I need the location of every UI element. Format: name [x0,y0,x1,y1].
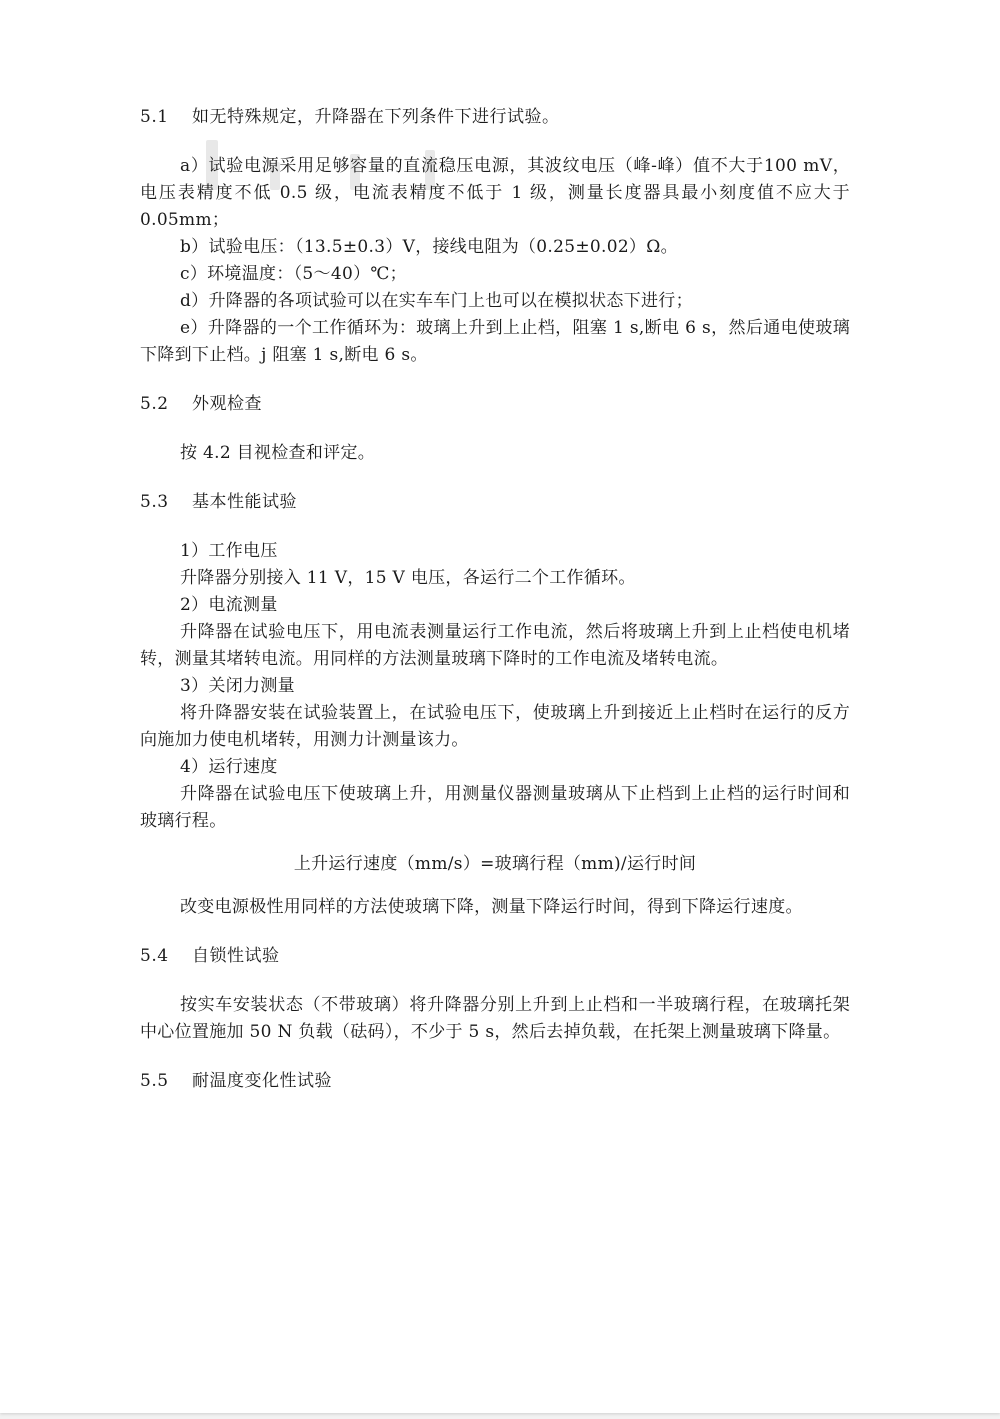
speed-formula: 上升运行速度（mm/s）=玻璃行程（mm)/运行时间 [293,854,697,874]
section-title: 基本性能试验 [192,492,297,512]
item-2-title: 2）电流测量 [180,595,278,615]
section-5-3-heading [140,489,850,516]
document-body [140,104,850,1095]
condition-b: b）试验电压：（13.5±0.3）V，接线电阻为（0.25±0.02）Ω。 [180,237,678,257]
section-5-4-heading [140,943,850,970]
condition-e: e）升降器的一个工作循环为：玻璃上升到上止档，阻塞 1 s,断电 6 s，然后通电使玻璃下降到下止档。j 阻塞 1 s,断电 6 s。 [140,318,850,365]
item-2-body: 升降器在试验电压下，用电流表测量运行工作电流，然后将玻璃上升到上止档使电机堵转，测量其堵转电流。用同样的方法测量玻璃下降时的工作电流及堵转电流。 [140,622,850,669]
section-number: 5.3 [140,492,169,512]
section-number: 5.5 [140,1071,169,1091]
section-title: 如无特殊规定，升降器在下列条件下进行试验。 [192,107,560,127]
section-5-5-heading [140,1068,850,1095]
section-number: 5.1 [140,107,169,127]
item-1-title: 1）工作电压 [180,541,278,561]
item-4-body: 升降器在试验电压下使玻璃上升，用测量仪器测量玻璃从下止档到上止档的运行时间和玻璃行程。 [140,784,850,831]
section-title: 自锁性试验 [192,946,280,966]
section-number: 5.2 [140,394,169,414]
item-1-body: 升降器分别接入 11 V，15 V 电压，各运行二个工作循环。 [180,568,636,588]
section-5-2-heading [140,391,850,418]
condition-a: a）试验电源采用足够容量的直流稳压电源，其波纹电压（峰-峰）值不大于100 mV，电压表精度不低 0.5 级，电流表精度不低于 1 级，测量长度器具最小刻度值不应大于 0.05mm； [140,156,850,230]
item-3-body: 将升降器安装在试验装置上，在试验电压下，使玻璃上升到接近上止档时在运行的反方向施加力使电机堵转，用测力计测量该力。 [140,703,850,750]
condition-c: c）环境温度：（5～40）℃； [180,264,407,284]
section-5-1-heading [140,104,850,131]
section-number: 5.4 [140,946,169,966]
condition-d: d）升降器的各项试验可以在实车车门上也可以在模拟状态下进行； [180,291,693,311]
item-3-title: 3）关闭力测量 [180,676,295,696]
section-5-4-body: 按实车安装状态（不带玻璃）将升降器分别上升到上止档和一半玻璃行程，在玻璃托架中心位置施加 50 N 负载（砝码），不少于 5 s，然后去掉负载，在托架上测量玻璃下降量。 [140,995,850,1042]
item-4-after: 改变电源极性用同样的方法使玻璃下降，测量下降运行时间，得到下降运行速度。 [180,897,803,917]
item-4-title: 4）运行速度 [180,757,278,777]
section-title: 外观检查 [192,394,262,414]
section-title: 耐温度变化性试验 [192,1071,332,1091]
section-5-2-body: 按 4.2 目视检查和评定。 [180,443,376,463]
